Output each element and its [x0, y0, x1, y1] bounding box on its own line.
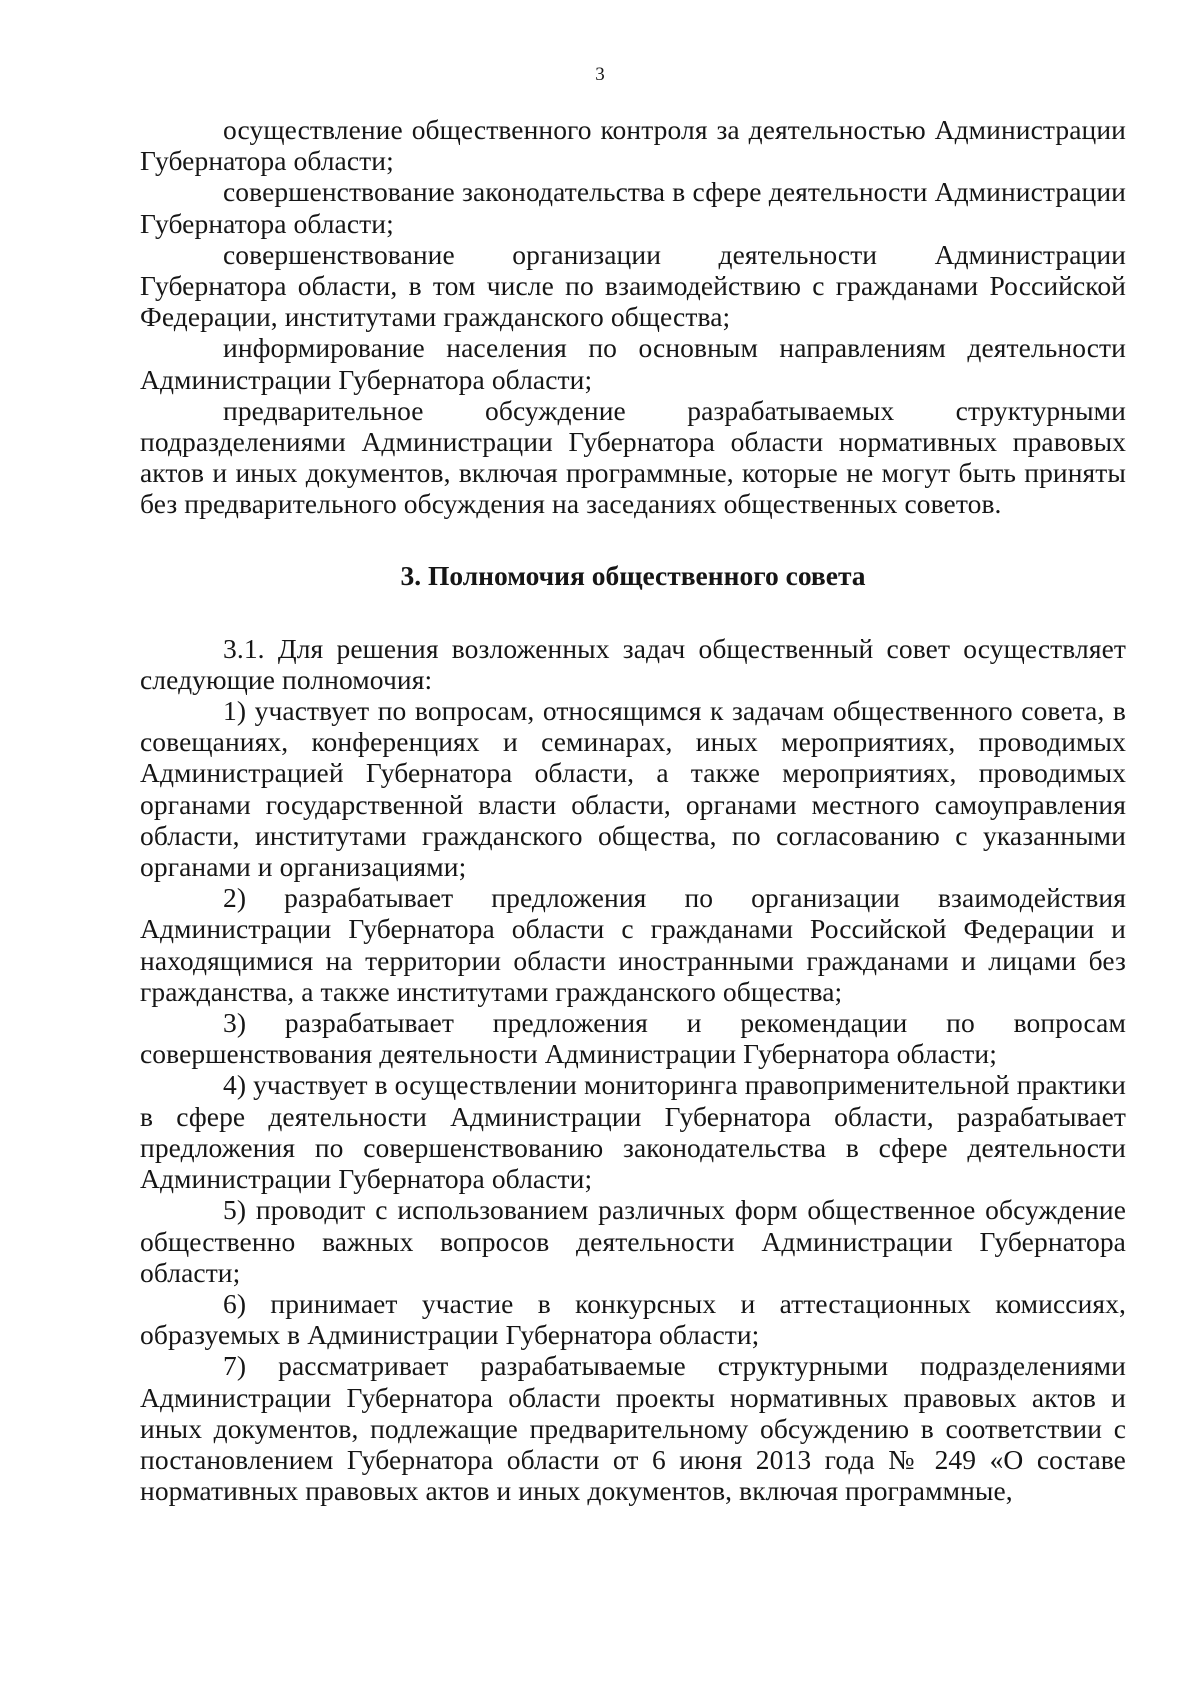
powers-item-5: 5) проводит с использованием различных форм общественное обсуждение общественно важных вопросов деятельности Администрации Губернатора области;	[140, 1194, 1126, 1288]
document-body	[140, 114, 1126, 1506]
powers-item-6: 6) принимает участие в конкурсных и аттестационных комиссиях, образуемых в Администрации Губернатора области;	[140, 1287, 1126, 1351]
powers-item-2: 2) разрабатывает предложения по организации взаимодействия Администрации Губернатора области с гражданами Российской Федерации и находящимися на территории области иностранными гражданами и лицами без гражданства, а также институтами гражданского общества;	[140, 882, 1126, 1007]
intro-item: совершенствование законодательства в сфере деятельности Администрации Губернатора области;	[140, 176, 1126, 239]
powers-item-1: 1) участвует по вопросам, относящимся к задачам общественного совета, в совещаниях, конференциях и семинарах, иных мероприятиях, проводимых Администрацией Губернатора области, а также мероприятиях, проводимых органами государственной власти области, органами местного самоуправления области, институтами гражданского общества, по согласованию с указанными органами и организациями;	[140, 695, 1126, 883]
powers-item-7: 7) рассматривает разрабатываемые структурными подразделениями Администрации Губернатора области проекты нормативных правовых актов и иных документов, подлежащие предварительному обсуждению в соответствии с постановлением Губернатора области от 6 июня 2013 года № 249 «О составе нормативных правовых актов и иных документов, включая программные,	[140, 1350, 1126, 1507]
powers-item-4: 4) участвует в осуществлении мониторинга правоприменительной практики в сфере деятельности Администрации Губернатора области, разрабатывает предложения по совершенствованию законодательства в сфере деятельности Администрации Губернатора области;	[140, 1069, 1126, 1195]
intro-item: предварительное обсуждение разрабатываемых структурными подразделениями Администрации Губернатора области нормативных правовых актов и иных документов, включая программные, которые не могут быть приняты без предварительного обсуждения на заседаниях общественных советов.	[140, 394, 1126, 520]
intro-item: осуществление общественного контроля за деятельностью Администрации Губернатора области;	[140, 114, 1126, 177]
intro-item: совершенствование организации деятельности Администрации Губернатора области, в том числе по взаимодействию с гражданами Российской Федерации, институтами гражданского общества;	[140, 238, 1126, 333]
powers-item-3: 3) разрабатывает предложения и рекомендации по вопросам совершенствования деятельности Администрации Губернатора области;	[140, 1007, 1126, 1070]
intro-item: информирование населения по основным направлениям деятельности Администрации Губернатора области;	[140, 332, 1126, 395]
section-lead: 3.1. Для решения возложенных задач общественный совет осуществляет следующие полномочия:	[140, 632, 1126, 695]
section-heading: 3. Полномочия общественного совета	[400, 559, 866, 591]
page-number: 3	[595, 64, 605, 85]
